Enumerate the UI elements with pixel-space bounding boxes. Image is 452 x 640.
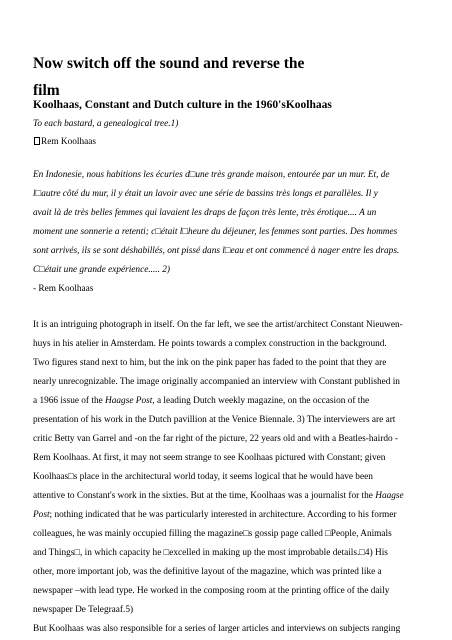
body-line: critic Betty van Garrel and -on the far right of the picture, 22 years old and with a Beatles-hairdo - xyxy=(33,434,399,444)
body-line: nearly unrecognizable. The image originally accompanied an interview with Constant published in xyxy=(33,377,400,387)
body-line: Post; nothing indicated that he was particularly interested in architecture. According to his former xyxy=(33,510,397,520)
quote-line: l□autre côté du mur, il y était un lavoir avec une série de bassins très longs et parallèles. Il y xyxy=(33,189,378,199)
body-line: But Koolhaas was also responsible for a series of larger articles and interviews on subjects ranging xyxy=(33,624,401,634)
quote-line: avait là de très belles femmes qui lavaient les draps de façon très lente, très érotique.... A un xyxy=(33,208,377,218)
quote-line: moment une sonnerie a retenti; c□était l□heure du déjeuner, les femmes sont parties. Des hommes xyxy=(33,227,398,237)
body-line: a 1966 issue of the Haagse Post, a leading Dutch weekly magazine, on the occasion of the xyxy=(33,396,370,406)
body-line: other, more important job, was the definitive layout of the magazine, which was printed like a xyxy=(33,567,382,577)
body-line: huys in his atelier in Amsterdam. He points towards a complex construction in the background. xyxy=(33,339,387,349)
epigraph-line: To each bastard, a genealogical tree.1) xyxy=(33,119,179,129)
body-line: Two figures stand next to him, but the ink on the pink paper has faded to the point that they are xyxy=(33,358,387,368)
body-line: presentation of his work in the Dutch pavillion at the Venice Biennale. 3) The interviewers are art xyxy=(33,415,396,425)
epigraph-author: Rem Koolhaas xyxy=(41,137,96,147)
body-line: Koolhaas□s place in the architectural world today, it seems logical that he would have been xyxy=(33,472,373,482)
quote-line: sont arrivés, ils se sont déshabillés, ont pissé dans l□eau et ont commencé à nager entre les draps. xyxy=(33,246,400,256)
body-line: newspaper –with lead type. He worked in the composing room at the printing office of the daily xyxy=(33,586,390,596)
quote-line: En Indonesie, nous habitions les écuries d□une très grande maison, entourée par un mur. Et, de xyxy=(33,170,390,180)
epigraph-attribution xyxy=(33,137,96,147)
document-title: Now switch off the sound and reverse the film xyxy=(33,55,305,99)
document-subtitle: Koolhaas, Constant and Dutch culture in the 1960'sKoolhaas xyxy=(33,99,332,111)
missing-glyph-icon xyxy=(34,137,40,145)
body-line: Rem Koolhaas. At first, it may not seem strange to see Koolhaas pictured with Constant; given xyxy=(33,453,386,463)
quote-attribution: - Rem Koolhaas xyxy=(33,284,94,294)
body-line: colleagues, he was mainly occupied filling the magazine□s gossip page called □People, Animals xyxy=(33,529,392,539)
quote-line: C□était une grande expérience..... 2) xyxy=(33,265,171,275)
body-line: newspaper De Telegraaf.5) xyxy=(33,605,134,615)
body-line: attentive to Constant's work in the sixties. But at the time, Koolhaas was a journalist for the Haagse xyxy=(33,491,404,501)
body-line: It is an intriguing photograph in itself. On the far left, we see the artist/architect Constant Nieuwen- xyxy=(33,320,403,330)
body-line: and Things□, in which capacity he □excelled in making up the most improbable details.□4) His xyxy=(33,548,388,558)
